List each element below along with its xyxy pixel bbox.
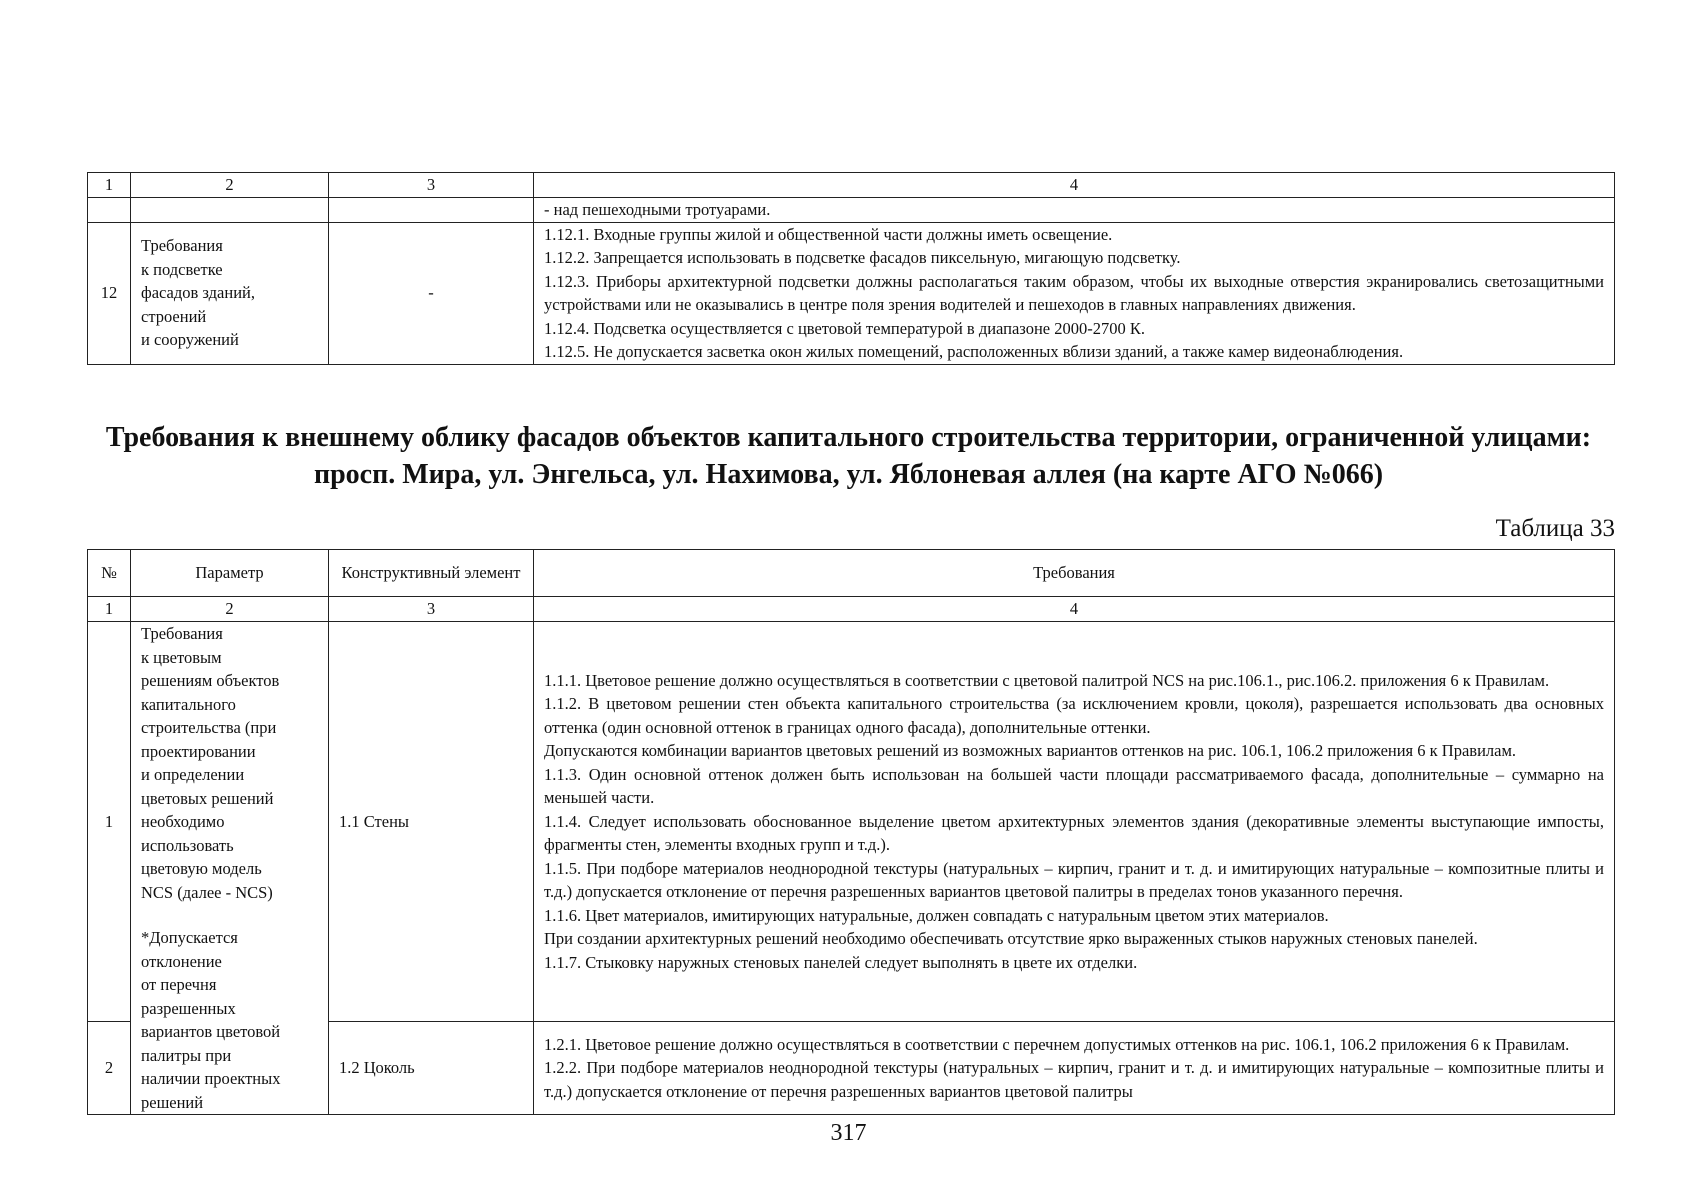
- col-number: 2: [131, 173, 329, 198]
- column-number-row: [88, 597, 1615, 622]
- row-number: 2: [88, 1021, 131, 1114]
- col-number: 3: [329, 597, 534, 622]
- continuation-text: - над пешеходными тротуарами.: [534, 198, 1615, 223]
- requirements-table: [87, 549, 1615, 1115]
- requirements-cell: 1.12.1. Входные группы жилой и общественной части должны иметь освещение. 1.12.2. Запрещается использовать в подсветке фасадов пиксельную, мигающую подсветку. 1.12.3. Приборы архитектурной подсветки должны располагаться таким образом, чтобы их выходные отверстия экранировались светозащитными устройствами или не оказывались в центре поля зрения водителей и пешеходов в главных направлениях движения. 1.12.4. Подсветка осуществляется с цветовой температурой в диапазоне 2000-2700 К. 1.12.5. Не допускается засветка окон жилых помещений, расположенных вблизи зданий, а также камер видеонаблюдения.: [534, 222, 1615, 364]
- col-number: 2: [131, 597, 329, 622]
- col-number: 1: [88, 173, 131, 198]
- row-number: 1: [88, 622, 131, 1022]
- header-requirements: Требования: [534, 550, 1615, 597]
- heading-line: Требования к внешнему облику фасадов объектов капитального строительства территории, ограниченной улицами:: [105, 422, 1592, 453]
- parameter-cell: Требования к подсветке фасадов зданий, строений и сооружений: [131, 222, 329, 364]
- row-number: 12: [88, 222, 131, 364]
- continuation-row: [88, 198, 1615, 223]
- element-cell: -: [329, 222, 534, 364]
- requirements-cell: 1.1.1. Цветовое решение должно осуществляться в соответствии с цветовой палитрой NCS на рис.106.1., рис.106.2. приложения 6 к Правилам. 1.1.2. В цветовом решении стен объекта капитального строительства (за исключением кровли, цоколя), разрешается использовать два основных оттенка (один основной оттенок в границах одного фасада), дополнительные оттенки. Допускаются комбинации вариантов цветовых решений из возможных вариантов оттенков на рис. 106.1, 106.2 приложения 6 к Правилам. 1.1.3. Один основной оттенок должен быть использован на большей части площади рассматриваемого фасада, дополнительные – суммарно на меньшей части. 1.1.4. Следует использовать обоснованное выделение цветом архитектурных элементов здания (декоративные элементы выступающие импосты, фрагменты стен, элементы входных групп и т.д.). 1.1.5. При подборе материалов неоднородной текстуры (натуральных – кирпич, гранит и т. д. и имитирующих натуральные – композитные плиты и т.д.) допускается отклонение от перечня разрешенных вариантов цветовой палитры в пределах тонов указанного перечня. 1.1.6. Цвет материалов, имитирующих натуральные, должен совпадать с натуральным цветом этих материалов. При создании архитектурных решений необходимо обеспечивать отсутствие ярко выраженных стыков наружных стеновых панелей. 1.1.7. Стыковку наружных стеновых панелей следует выполнять в цвете их отделки.: [534, 622, 1615, 1022]
- requirements-cell: 1.2.1. Цветовое решение должно осуществляться в соответствии с перечнем допустимых оттенков на рис. 106.1, 106.2 приложения 6 к Правилам. 1.2.2. При подборе материалов неоднородной текстуры (натуральных – кирпич, гранит и т. д. и имитирующих натуральные – композитные плиты и т.д.) допускается отклонение от перечня разрешенных вариантов цветовой палитры: [534, 1021, 1615, 1114]
- section-heading: [60, 419, 1637, 493]
- column-number-row: [88, 173, 1615, 198]
- page-number: 317: [830, 1120, 867, 1146]
- parameter-cell: Требования к цветовым решениям объектов капитального строительства (при проектировании и определении цветовых решений необходимо использовать цветовую модель NCS (далее - NCS) *Допускается отклонение от перечня разрешенных вариантов цветовой палитры при наличии проектных решений: [131, 622, 329, 1115]
- header-row: [88, 550, 1615, 597]
- col-number: 4: [534, 173, 1615, 198]
- header-parameter: Параметр: [131, 550, 329, 597]
- continued-requirements-table: [87, 172, 1615, 365]
- col-number: 3: [329, 173, 534, 198]
- header-number: №: [88, 550, 131, 597]
- heading-line: просп. Мира, ул. Энгельса, ул. Нахимова, ул. Яблоневая аллея (на карте АГО №066): [313, 459, 1384, 490]
- col-number: 4: [534, 597, 1615, 622]
- element-cell: 1.1 Стены: [329, 622, 534, 1022]
- table-row: [88, 222, 1615, 364]
- table-label: Таблица 33: [1495, 515, 1615, 542]
- table-row: [88, 622, 1615, 1022]
- col-number: 1: [88, 597, 131, 622]
- header-element: Конструктивный элемент: [329, 550, 534, 597]
- element-cell: 1.2 Цоколь: [329, 1021, 534, 1114]
